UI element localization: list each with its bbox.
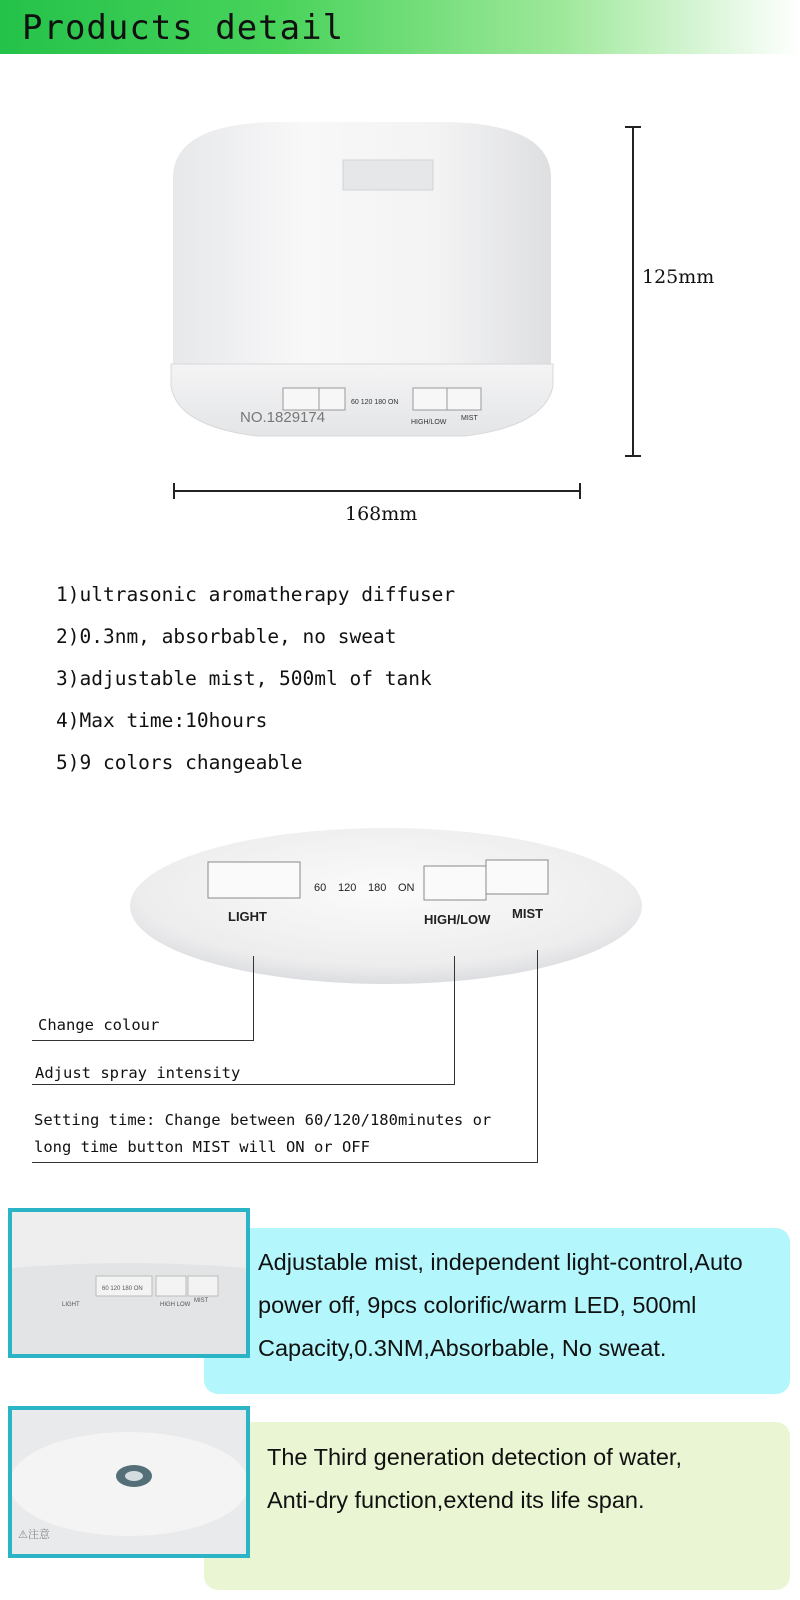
callout-line [253,956,254,1040]
watermark: NO.1829174 [240,409,326,426]
diffuser-image [165,118,557,448]
callout-setting-time: long time button MIST will ON or OFF [34,1138,370,1156]
timer-on-label: ON [398,882,415,894]
width-dimension-cap [579,483,581,499]
thumb-light-label: LIGHT [62,1302,80,1308]
high-low-label: HIGH/LOW [424,912,491,927]
timer-60-label: 60 [314,882,327,894]
width-label: 168mm [345,503,418,525]
width-dimension-line [173,490,581,492]
high-low-label-small: HIGH/LOW [411,419,447,426]
callout-adjust-spray: Adjust spray intensity [35,1064,241,1082]
callout-setting-time: Setting time: Change between 60/120/180minutes or [34,1111,492,1129]
mist-label-small: MIST [461,415,478,422]
height-label: 125mm [642,266,715,288]
width-dimension-cap [173,483,175,499]
light-button-graphic [208,862,300,898]
control-panel-image [128,826,644,994]
callout-line [537,950,538,1162]
light-label: LIGHT [228,909,267,924]
thumb-high-low-label: HIGH LOW [160,1302,191,1308]
card-line: Adjustable mist, independent light-control,Auto [258,1249,743,1275]
callout-line [32,1084,455,1085]
thumb-mist-label: MIST [194,1298,209,1304]
card-text [267,1436,682,1522]
thumbnail-image [8,1208,250,1358]
height-dimension-line [632,126,634,456]
high-low-button-graphic [424,866,486,900]
mist-label: MIST [512,906,544,921]
page-title: Products detail [22,8,345,48]
timer-120-label: 120 [338,882,357,894]
card-text [258,1241,743,1370]
feature-item: 4)Max time:10hours [56,709,268,732]
feature-item: 3)adjustable mist, 500ml of tank [56,667,432,690]
thumb-timer-label: 60 120 180 ON [102,1286,143,1292]
timer-label-small: 60 120 180 ON [351,399,399,406]
callout-line [454,956,455,1084]
feature-item: 1)ultrasonic aromatherapy diffuser [56,583,456,606]
feature-item: 2)0.3nm, absorbable, no sweat [56,625,397,648]
callout-line [32,1040,254,1041]
height-dimension-cap [625,126,641,128]
timer-180-label: 180 [368,882,387,894]
thumbnail-image [8,1406,250,1558]
height-dimension-cap [625,455,641,457]
mist-button-graphic [486,860,548,894]
feature-list [56,574,455,784]
callout-change-colour: Change colour [38,1016,160,1034]
feature-item: 5)9 colors changeable [56,751,303,774]
thumb-warning-label: ⚠注意 [18,1528,50,1541]
card-line: Capacity,0.3NM,Absorbable, No sweat. [258,1335,667,1361]
header-banner [0,0,800,54]
card-line: The Third generation detection of water, [267,1444,682,1470]
callout-line [32,1162,538,1163]
card-line: power off, 9pcs colorific/warm LED, 500ml [258,1292,697,1318]
card-line: Anti-dry function,extend its life span. [267,1487,645,1513]
